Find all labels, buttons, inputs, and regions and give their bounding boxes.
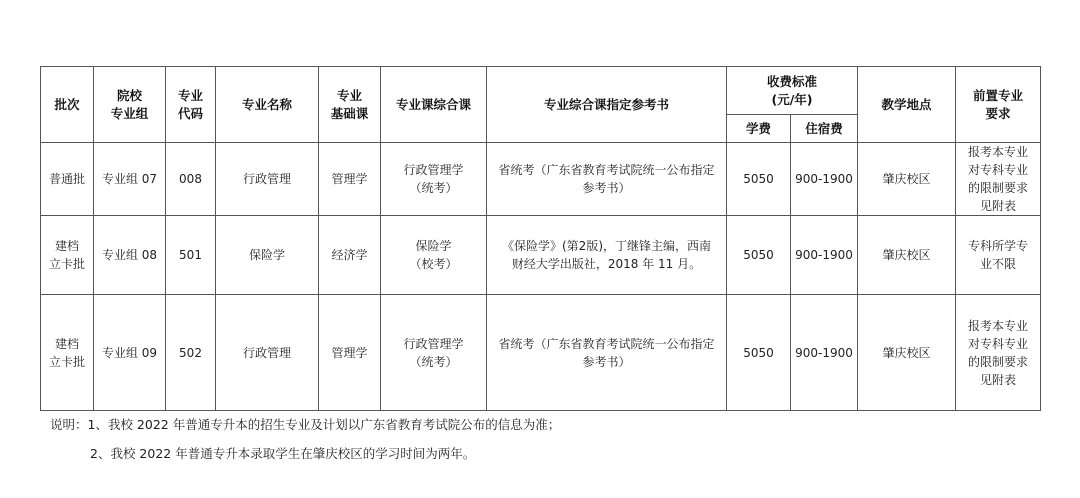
- tuition-cell: 5050: [727, 295, 791, 411]
- base-course-cell: 经济学: [319, 216, 381, 295]
- base-course-cell: 管理学: [319, 143, 381, 216]
- note-line-1: 说明：1、我校 2022 年普通专升本的招生专业及计划以广东省教育考试院公布的信息为准；: [50, 417, 561, 432]
- prerequisite-cell: 报考本专业 对专科专业 的限制要求 见附表: [956, 295, 1041, 411]
- code-cell: 502: [166, 295, 216, 411]
- prerequisite-cell: 专科所学专 业不限: [956, 216, 1041, 295]
- header-group: 院校 专业组: [94, 67, 166, 143]
- header-tuition: 学费: [727, 115, 791, 143]
- header-location: 教学地点: [858, 67, 956, 143]
- location-cell: 肇庆校区: [858, 216, 956, 295]
- code-cell: 501: [166, 216, 216, 295]
- header-comprehensive-course: 专业课综合课: [381, 67, 487, 143]
- header-prerequisite: 前置专业 要求: [956, 67, 1041, 143]
- table-row: [41, 216, 1041, 295]
- batch-cell: 建档 立卡批: [41, 295, 94, 411]
- header-major: 专业名称: [216, 67, 319, 143]
- major-cell: 行政管理: [216, 143, 319, 216]
- comprehensive-course-cell: 保险学 （校考）: [381, 216, 487, 295]
- location-cell: 肇庆校区: [858, 143, 956, 216]
- accommodation-cell: 900-1900: [791, 295, 858, 411]
- table-row: [41, 295, 1041, 411]
- comprehensive-course-cell: 行政管理学 （统考）: [381, 295, 487, 411]
- header-accommodation: 住宿费: [791, 115, 858, 143]
- reference-book-cell: 《保险学》(第2版)，丁继锋主编，西南 财经大学出版社，2018 年 11 月。: [487, 216, 727, 295]
- prerequisite-cell: 报考本专业 对专科专业 的限制要求 见附表: [956, 143, 1041, 216]
- reference-book-cell: 省统考（广东省教育考试院统一公布指定 参考书）: [487, 143, 727, 216]
- base-course-cell: 管理学: [319, 295, 381, 411]
- accommodation-cell: 900-1900: [791, 216, 858, 295]
- tuition-cell: 5050: [727, 216, 791, 295]
- table-row: [41, 143, 1041, 216]
- group-cell: 专业组 08: [94, 216, 166, 295]
- header-reference-book: 专业综合课指定参考书: [487, 67, 727, 143]
- batch-cell: 建档 立卡批: [41, 216, 94, 295]
- header-fee-standard: 收费标准 (元/年): [727, 67, 858, 115]
- group-cell: 专业组 09: [94, 295, 166, 411]
- header-code: 专业 代码: [166, 67, 216, 143]
- comprehensive-course-cell: 行政管理学 （统考）: [381, 143, 487, 216]
- location-cell: 肇庆校区: [858, 295, 956, 411]
- note-line-2: 2、我校 2022 年普通专升本录取学生在肇庆校区的学习时间为两年。: [90, 446, 476, 461]
- admission-table: [40, 66, 1041, 411]
- major-cell: 保险学: [216, 216, 319, 295]
- accommodation-cell: 900-1900: [791, 143, 858, 216]
- header-batch: 批次: [41, 67, 94, 143]
- reference-book-cell: 省统考（广东省教育考试院统一公布指定 参考书）: [487, 295, 727, 411]
- code-cell: 008: [166, 143, 216, 216]
- tuition-cell: 5050: [727, 143, 791, 216]
- group-cell: 专业组 07: [94, 143, 166, 216]
- batch-cell: 普通批: [41, 143, 94, 216]
- header-base-course: 专业 基础课: [319, 67, 381, 143]
- major-cell: 行政管理: [216, 295, 319, 411]
